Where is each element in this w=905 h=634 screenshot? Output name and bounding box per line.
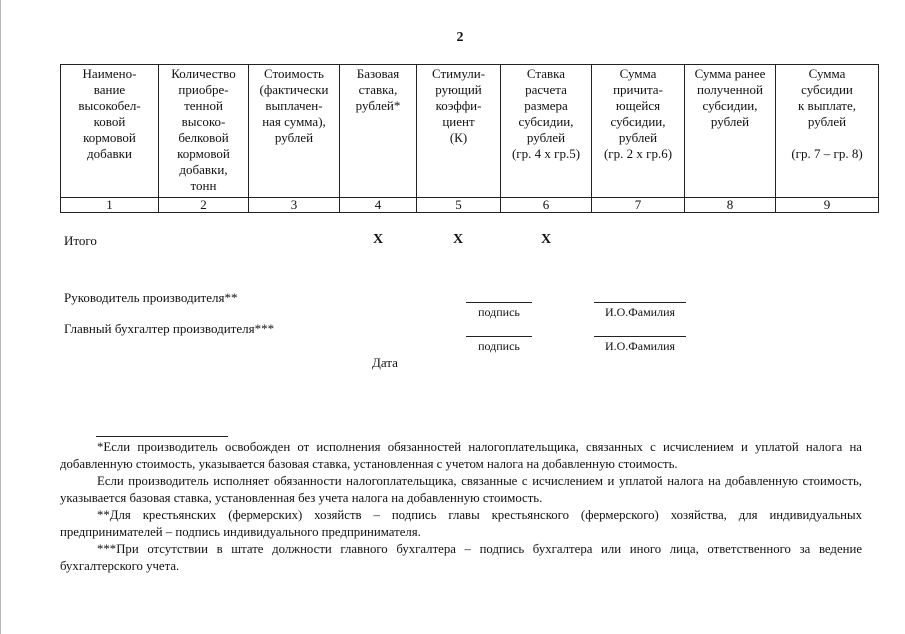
footnote-vat-payer: Если производитель исполняет обязанности налогоплательщика, связанные с исчислением и уплатой налога на добавленную стоимость, указывается базовая ставка, установленная без учета налога на добавленную стоимость.: [60, 474, 862, 505]
column-number: 1: [61, 198, 159, 213]
header-cost: Стоимость (фактически выплачен- ная сумма), рублей: [249, 65, 340, 198]
total-mark-col6: Х: [541, 232, 552, 247]
header-subsidy-due: Сумма причита- ющейся субсидии, рублей (гр. 2 x гр.6): [592, 65, 685, 198]
column-number: 7: [592, 198, 685, 213]
director-signature-caption: подпись: [478, 305, 520, 319]
column-number: 6: [501, 198, 592, 213]
header-quantity: Количество приобре- тенной высоко- белковой кормовой добавки, тонн: [159, 65, 249, 198]
header-coefficient: Стимули- рующий коэффи- циент (К): [417, 65, 501, 198]
column-number: 9: [776, 198, 879, 213]
accountant-name-line: [594, 336, 686, 337]
table-header-row: [61, 65, 879, 198]
total-label: Итого: [64, 233, 97, 248]
director-signature-label: Руководитель производителя**: [64, 290, 238, 305]
column-number: 3: [249, 198, 340, 213]
header-subsidy-payable: Сумма субсидии к выплате, рублей (гр. 7 – гр. 8): [776, 65, 879, 198]
header-calculation-rate: Ставка расчета размера субсидии, рублей (гр. 4 x гр.5): [501, 65, 592, 198]
column-number: 4: [340, 198, 417, 213]
header-base-rate: Базовая ставка, рублей*: [340, 65, 417, 198]
column-number: 5: [417, 198, 501, 213]
column-number-row: [61, 198, 879, 213]
footnote-vat-exempt: *Если производитель освобожден от исполнения обязанностей налогоплательщика, связанных с исчислением и уплатой налога на добавленную стоимость, указывается базовая ставка, установленная с учетом налога на добавленную стоимость.: [60, 440, 862, 471]
footnote-separator: [96, 436, 228, 437]
total-mark-col5: Х: [453, 232, 464, 247]
date-label: Дата: [372, 355, 398, 370]
column-number: 2: [159, 198, 249, 213]
accountant-signature-label: Главный бухгалтер производителя***: [64, 321, 275, 336]
accountant-name-caption: И.О.Фамилия: [604, 339, 676, 353]
header-additive-name: Наимено- вание высокобел- ковой кормовой добавки: [61, 65, 159, 198]
director-signature-line: [466, 302, 532, 303]
director-name-line: [594, 302, 686, 303]
accountant-signature-line: [466, 336, 532, 337]
subsidy-calculation-table: [60, 64, 879, 213]
footnote-farm-signature: **Для крестьянских (фермерских) хозяйств – подпись главы крестьянского (фермерского) хозяйства, для индивидуальных предпринимателей – подпись индивидуального предпринимателя.: [60, 508, 862, 539]
footnotes: [60, 439, 862, 575]
page-number: 2: [456, 30, 464, 45]
header-subsidy-received: Сумма ранее полученной субсидии, рублей: [685, 65, 776, 198]
total-mark-col4: Х: [373, 232, 384, 247]
scan-edge: [0, 0, 1, 634]
column-number: 8: [685, 198, 776, 213]
accountant-signature-caption: подпись: [478, 339, 520, 353]
director-name-caption: И.О.Фамилия: [604, 305, 676, 319]
footnote-accountant-signature: ***При отсутствии в штате должности главного бухгалтера – подпись бухгалтера или иного лица, ответственного за ведение бухгалтерского учета.: [60, 542, 862, 573]
